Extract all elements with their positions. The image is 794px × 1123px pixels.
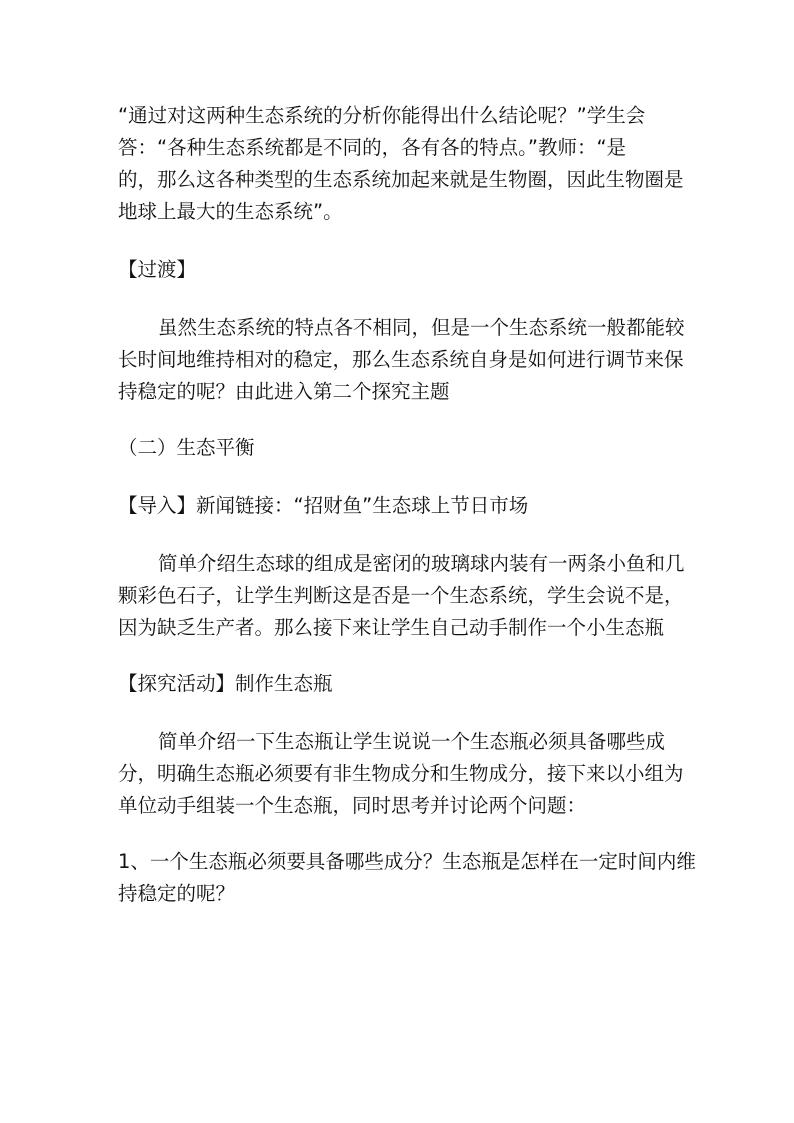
text-line: 【导入】新闻链接：“招财鱼”生态球上节日市场	[118, 494, 529, 517]
text-line: 答：“各种生态系统都是不同的，各有各的特点。”教师：“是	[118, 136, 627, 159]
paragraph-transition	[118, 312, 685, 408]
text-line: 简单介绍生态球的组成是密闭的玻璃球内装有一两条小鱼和几	[158, 552, 685, 575]
text-line: 的，那么这各种类型的生态系统加起来就是生物圈，因此生物圈是	[118, 168, 684, 191]
text-line: 虽然生态系统的特点各不相同，但是一个生态系统一般都能较	[158, 316, 685, 339]
text-line: 【探究活动】制作生态瓶	[118, 672, 333, 695]
paragraph-eco-bottle	[118, 726, 684, 822]
section-label-transition	[118, 254, 678, 286]
text-line: 单位动手组装一个生态瓶，同时思考并讨论两个问题：	[118, 794, 587, 817]
text-line: 因为缺乏生产者。那么接下来让学生自己动手制作一个小生态瓶	[118, 616, 665, 639]
text-line: 持稳定的呢？	[118, 882, 236, 905]
paragraph-eco-sphere	[118, 548, 685, 644]
text-line: 简单介绍一下生态瓶让学生说说一个生态瓶必须具备哪些成	[158, 730, 666, 753]
text-line: 分，明确生态瓶必须要有非生物成分和生物成分，接下来以小组为	[118, 762, 684, 785]
section-label-introduction	[118, 490, 678, 522]
section-label-activity	[118, 668, 678, 700]
text-line: 【过渡】	[118, 258, 197, 281]
paragraph-conclusion	[118, 100, 684, 228]
document-body	[118, 100, 696, 910]
text-line: 地球上最大的生态系统”。	[118, 200, 343, 223]
text-line: “通过对这两种生态系统的分析你能得出什么结论呢？”学生会	[118, 104, 646, 127]
text-line: 1、一个生态瓶必须要具备哪些成分？生态瓶是怎样在一定时间内维	[118, 850, 696, 873]
section-heading-ecological-balance	[118, 432, 678, 464]
text-line: 持稳定的呢？由此进入第二个探究主题	[118, 380, 450, 403]
text-line: （二）生态平衡	[118, 436, 255, 459]
question-1	[118, 846, 696, 910]
text-line: 长时间地维持相对的稳定，那么生态系统自身是如何进行调节来保	[118, 348, 684, 371]
text-line: 颗彩色石子，让学生判断这是否是一个生态系统，学生会说不是，	[118, 584, 684, 607]
